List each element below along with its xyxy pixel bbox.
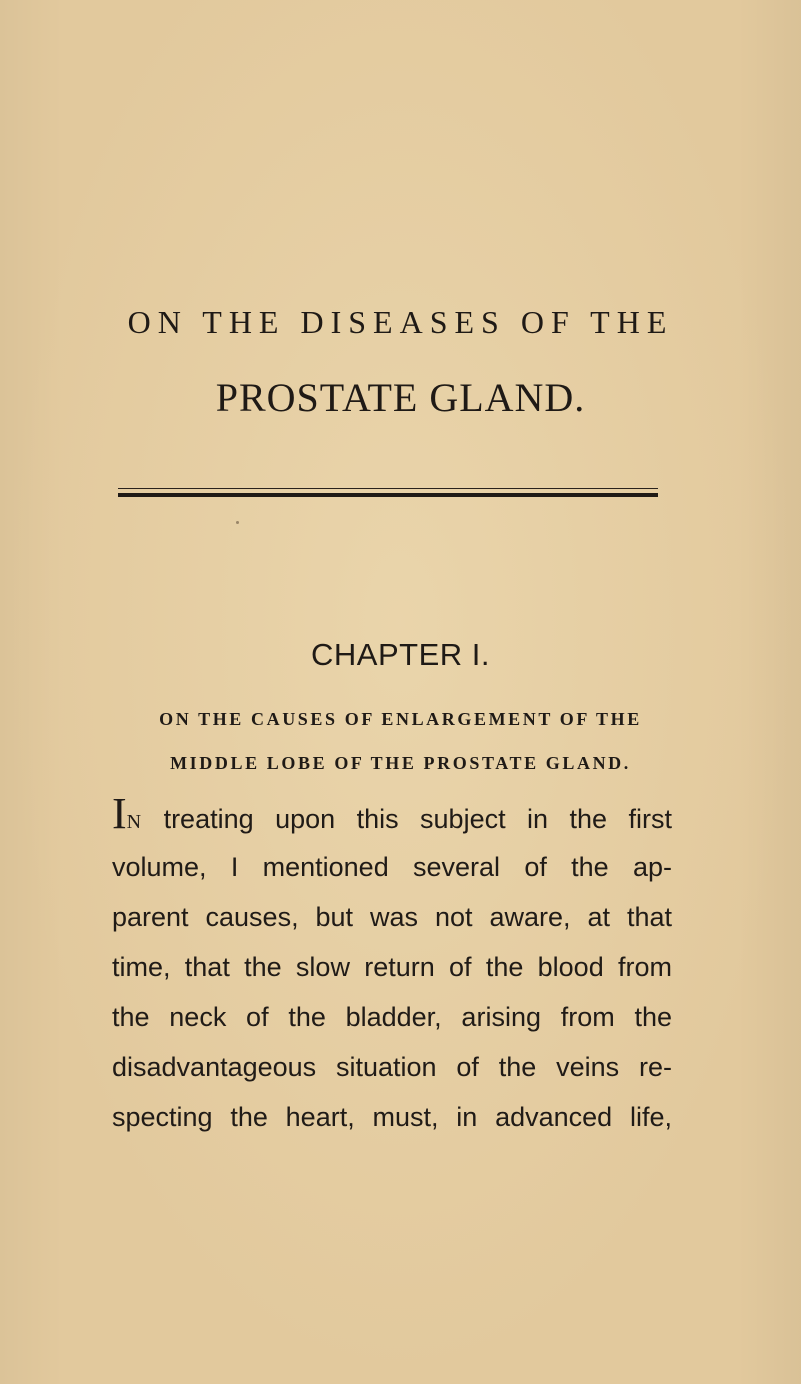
paragraph-line: disadvantageous situation of the veins re-	[112, 1052, 672, 1082]
ink-speck	[236, 521, 239, 524]
paragraph-line-text: treating upon this subject in the first	[163, 804, 672, 834]
paragraph-line: specting the heart, must, in advanced life,	[112, 1102, 672, 1132]
paragraph-line: parent causes, but was not aware, at that	[112, 902, 672, 932]
page-heading-line2: PROSTATE GLAND.	[215, 375, 586, 420]
drop-cap: I	[112, 789, 127, 838]
paragraph-line-first	[112, 789, 672, 842]
paragraph-line: time, that the slow return of the blood from	[112, 952, 672, 982]
page-heading-line1: ON THE DISEASES OF THE	[127, 304, 674, 340]
chapter-title: CHAPTER I.	[311, 637, 490, 672]
paragraph-line: the neck of the bladder, arising from the	[112, 1002, 672, 1032]
chapter-subtitle-line1: ON THE CAUSES OF ENLARGEMENT OF THE	[159, 709, 642, 729]
body-paragraph	[112, 789, 672, 1142]
thick-rule	[118, 493, 658, 497]
double-rule-divider	[118, 488, 658, 502]
paragraph-line: volume, I mentioned several of the ap-	[112, 852, 672, 882]
chapter-subtitle-line2: MIDDLE LOBE OF THE PROSTATE GLAND.	[170, 753, 631, 773]
thin-rule	[118, 488, 658, 489]
drop-cap-small-caps: N	[126, 811, 143, 833]
